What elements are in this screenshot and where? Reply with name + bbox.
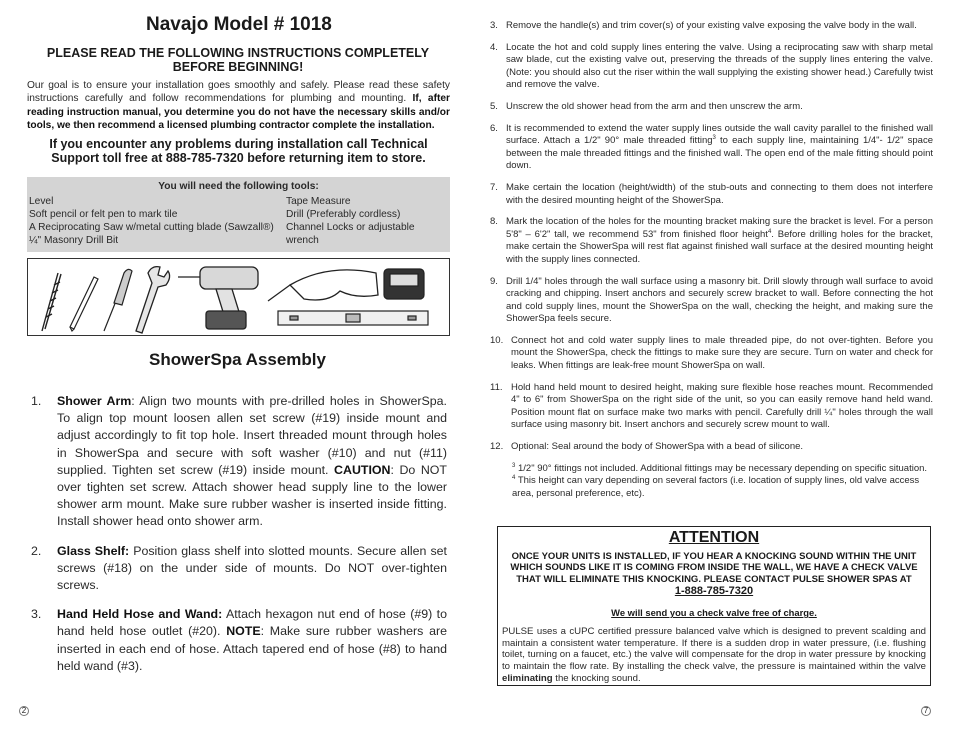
step-heading: Shower Arm <box>57 394 132 408</box>
tools-box <box>27 177 450 252</box>
step-number: 3. <box>31 607 42 622</box>
level-icon <box>278 311 428 325</box>
step-glass-shelf: 2. Glass Shelf: Position glass shelf into slotted mounts. Secure allen set screws (#18) on the under side of mounts. Do NOT over-tighten screws. <box>31 543 447 593</box>
list-item: 5. Unscrew the old shower head from the arm and then unscrew the arm. <box>490 100 803 112</box>
valve-explanation: PULSE uses a cUPC certified pressure balanced valve which is designed to prevent scalding and maintain a consistent water temperature. If there is a sudden drop in water pressure, (i.e. flushing toilet, turning on a faucet, etc.) the valve will compensate for the drop in water pressure by knocking to maintain the flow rate. By installing the check valve, the pressure is maintained within the valve eliminating the knocking sound. <box>502 626 926 684</box>
attention-title: ATTENTION <box>668 529 760 546</box>
read-instructions-warning: PLEASE READ THE FOLLOWING INSTRUCTIONS COMPLETELY BEFORE BEGINNING! <box>46 46 430 74</box>
list-item: 7. Make certain the location (height/width) of the stub-outs and connecting to them does not interfere with the desired mounting height of the ShowerSpa. <box>490 181 933 206</box>
attention-box <box>497 526 931 686</box>
safety-glasses-icon <box>268 270 378 301</box>
tool-item: ¼" Masonry Drill Bit <box>29 235 119 246</box>
step-shower-arm: 1. Shower Arm: Align two mounts with pre-drilled holes in ShowerSpa. To align top mount loosen allen set screw (#19) inside mount and adjust accordingly to fit top hole. Insert threaded mount through holes in ShowerSpa and secure with soft washer (#10) and nut (#11) supplied. Tighten set screw (#19) inside mount. CAUTION: Do NOT over tighten set screw. Attach shower head supply line to the lower shower arm mount. Make sure rubber washer is inserted inside fitting. Install shower head onto shower arm. <box>31 394 448 529</box>
tool-item: Level <box>29 196 54 207</box>
tool-item: A Reciprocating Saw w/metal cutting blade (Sawzall®) <box>29 222 274 233</box>
tool-item: Soft pencil or felt pen to mark tile <box>29 209 178 220</box>
list-item: 11. Hold hand held mount to desired height, making sure flexible hose reaches mount. Recommended 4" to 6" from ShowerSpa on the right side of the unit, so you can easily remove hand held wand. Position mount flat on surface make two marks with pencil. Carefully drill ¼" holes through the wall surface using masonry bit. Insert anchors and securely screw mount to wall. <box>490 381 933 431</box>
page-number: 2 <box>19 706 29 716</box>
tool-item: Tape Measure <box>286 196 351 207</box>
tools-column-1 <box>29 195 274 247</box>
assembly-title: ShowerSpa Assembly <box>149 350 326 369</box>
step-number: 1. <box>31 394 42 408</box>
tools-column-2 <box>286 195 450 247</box>
footnotes <box>490 463 933 501</box>
page-title: Navajo Model # 1018 <box>146 14 332 35</box>
screwdriver-icon <box>104 269 132 331</box>
intro-paragraph: Our goal is to ensure your installation goes smoothly and safely. Please read these safety instructions carefully and follow recommendations for plumbing and mounting. If, after reading instruction manual, you determine you do not have the necessary skills and/or tools, we then recommend a licensed plumbing contractor complete the installation. <box>27 80 450 132</box>
pencil-icon <box>70 277 98 331</box>
attention-body: ONCE YOUR UNITS IS INSTALLED, IF YOU HEAR A KNOCKING SOUND WITHIN THE UNIT WHICH SOUNDS LIKE IT IS COMING FROM INSIDE THE WALL, WE HAVE A CHECK VALVE THAT WILL ELIMINATE THIS KNOCKING. PLEASE CONTACT PULSE SHOWER SPAS AT <box>510 551 918 585</box>
tools-drawing <box>28 259 449 335</box>
list-item: 12. Optional: Seal around the body of ShowerSpa with a bead of silicone. <box>490 441 804 453</box>
adjustable-wrench-icon <box>136 267 170 333</box>
step-heading: Glass Shelf: <box>57 543 130 558</box>
cordless-drill-icon <box>178 267 258 329</box>
list-item: 9. Drill 1/4" holes through the wall surface using a masonry bit. Drill slowly through wall surface to avoid cracking and chipping. Insert anchors and securely screw bracket to wall. Before connecting the hot and cold supply lines, mount the ShowerSpa on the wall, checking the height, and making sure the ShowerSpa feels secure. <box>490 275 933 325</box>
installation-steps <box>490 20 933 500</box>
step-heading: Hand Held Hose and Wand: <box>57 607 223 622</box>
list-item: 3. Remove the handle(s) and trim cover(s) of your existing valve exposing the valve body in the wall. <box>490 20 917 31</box>
tools-heading: You will need the following tools: <box>158 181 319 192</box>
tools-illustration <box>27 258 450 336</box>
technical-support-notice: If you encounter any problems during installation call Technical Support toll free at 888-785-7320 before returning item to store. <box>49 137 428 165</box>
footnote: $^4$ This height can vary depending on several factors (i.e. location of supply lines, old valve access area, personal preference, etc). <box>512 475 920 499</box>
page-number: 7 <box>921 706 931 716</box>
list-item: 6. It is recommended to extend the water supply lines outside the wall cavity parallel to the finished wall surface. Attach a 1/2" 90° male threaded fitting$^3$ to each supply line, maintaining 1/4"- 1/2" space between the male threaded fittings and the finished wall. The open end of the male fitting should point down. <box>490 122 933 172</box>
list-item: 4. Locate the hot and cold supply lines entering the valve. Using a reciprocating saw with sharp metal saw blade, cut the existing valve out, preserving the threads of the supply lines entering the valve. (Note: you should also cut the riser within the wall supplying the existing shower head.) Carefully twist and remove the valve. <box>490 41 933 91</box>
right-page <box>477 0 954 738</box>
footnote: $^3$ 1/2" 90° fittings not included. Additional fittings may be necessary depending on specific situation. <box>512 462 928 474</box>
check-valve-offer: We will send you a check valve free of charge. <box>611 607 817 619</box>
list-item: 8. Mark the location of the holes for the mounting bracket making sure the bracket is level. For a person 5'8" – 6'2" tall, we recommend 53" from finished floor height$^4$. Before drilling holes for the bracket, make certain the ShowerSpa will rest flat against finished wall surface at the desired mounting height with the supply lines connected. <box>490 216 933 265</box>
tool-item: Channel Locks or adjustable wrench <box>286 222 415 246</box>
attention-phone: 1-888-785-7320 <box>674 585 754 598</box>
tool-item: Drill (Preferably cordless) <box>286 209 401 220</box>
masonry-drill-bit-icon <box>42 273 61 331</box>
step-number: 2. <box>31 543 42 558</box>
assembly-steps <box>31 393 447 687</box>
tape-measure-icon <box>384 269 424 299</box>
list-item: 10. Connect hot and cold water supply lines to male threaded pipe, do not over-tighten. Before you mount the ShowerSpa, check the fittings to make sure they are secure. Turn on water and check for leaks. When fittings are leak-free mount ShowerSpa on wall. <box>490 334 933 372</box>
step-hand-held-hose: 3. Hand Held Hose and Wand: Attach hexagon nut end of hose (#9) to hand held hose outlet (#20). NOTE: Make sure rubber washers are inserted in each end of hose. Attach tapered end of hose (#8) to hand held wand (#3). <box>31 607 447 673</box>
